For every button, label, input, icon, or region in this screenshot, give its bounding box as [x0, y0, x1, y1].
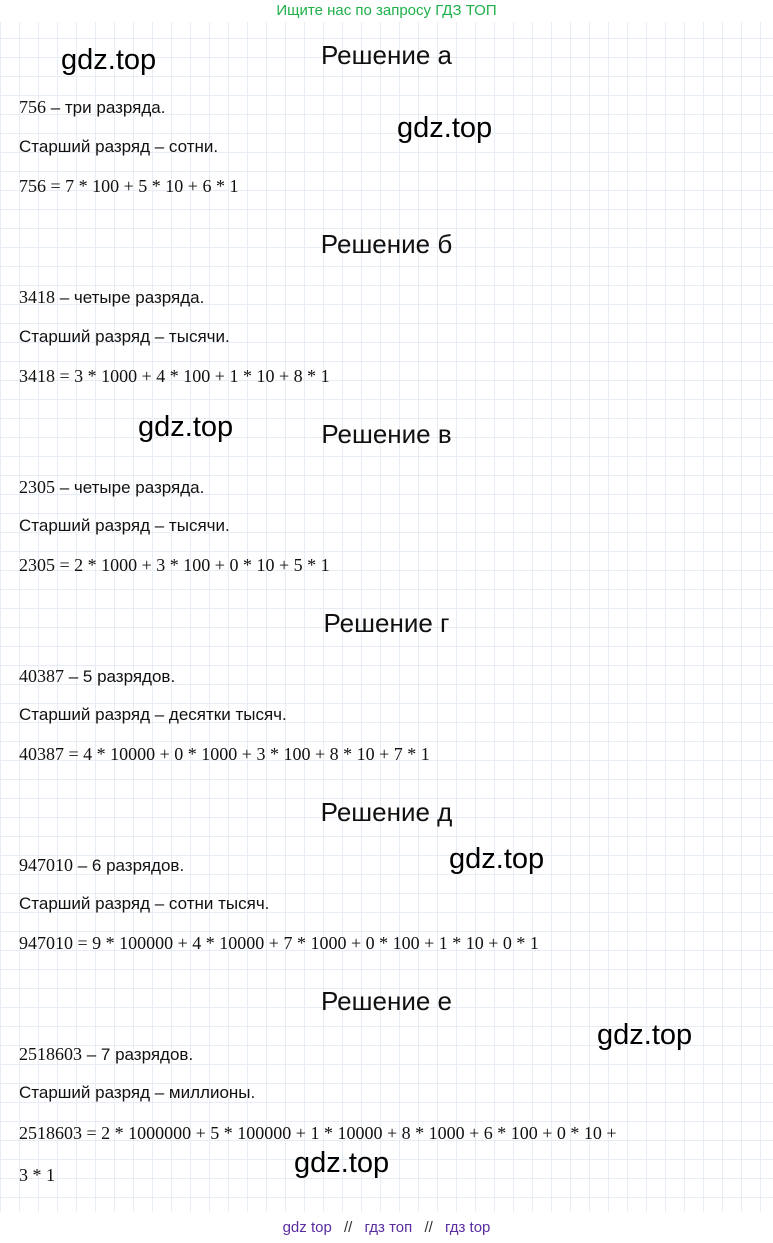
section-heading-d: Решение д — [320, 797, 453, 827]
text: – три разряда. — [46, 98, 166, 117]
section-b-line-1 — [19, 286, 204, 309]
text: – четыре разряда. — [55, 478, 205, 497]
footer-link-gdz-top[interactable]: gdz top — [282, 1219, 332, 1236]
section-v-line-2: Старший разряд – тысячи. — [19, 516, 230, 535]
section-a-equation: 756 = 7 * 100 + 5 * 10 + 6 * 1 — [19, 176, 239, 196]
text: – четыре разряда. — [55, 288, 205, 307]
text: – 6 разрядов. — [73, 856, 185, 875]
section-a-line-2: Старший разряд – сотни. — [19, 137, 219, 156]
watermark: gdz.top — [61, 44, 157, 76]
footer-link-gdz-top-mixed[interactable]: гдз top — [444, 1219, 491, 1236]
section-a-line-1 — [19, 96, 165, 119]
number: 40387 — [19, 666, 64, 686]
section-heading-g: Решение г — [323, 608, 450, 638]
section-e-equation: 2518603 = 2 * 1000000 + 5 * 100000 + 1 * 10000 + 8 * 1000 + 6 * 100 + 0 * 10 + — [19, 1123, 617, 1143]
section-heading-v: Решение в — [321, 419, 452, 449]
section-v-line-1 — [19, 476, 204, 499]
number: 756 — [19, 97, 46, 117]
footer-separator: // — [343, 1219, 353, 1236]
section-e-line-2: Старший разряд – миллионы. — [19, 1083, 256, 1102]
top-banner: Ищите нас по запросу ГДЗ ТОП — [0, 0, 773, 22]
section-d-equation: 947010 = 9 * 100000 + 4 * 10000 + 7 * 1000 + 0 * 100 + 1 * 10 + 0 * 1 — [19, 933, 539, 953]
section-b-equation: 3418 = 3 * 1000 + 4 * 100 + 1 * 10 + 8 * 1 — [19, 366, 330, 386]
watermark: gdz.top — [397, 112, 493, 144]
watermark: gdz.top — [449, 843, 545, 875]
number: 2518603 — [19, 1044, 82, 1064]
section-v-equation: 2305 = 2 * 1000 + 3 * 100 + 0 * 10 + 5 * 1 — [19, 555, 330, 575]
section-g-line-1 — [19, 665, 175, 688]
section-e-line-1 — [19, 1043, 193, 1066]
watermark: gdz.top — [597, 1019, 693, 1051]
footer-links — [0, 1212, 773, 1243]
section-heading-a: Решение а — [320, 40, 452, 70]
number: 947010 — [19, 855, 73, 875]
text: – 5 разрядов. — [64, 667, 176, 686]
text: – 7 разрядов. — [82, 1045, 194, 1064]
section-d-line-1 — [19, 854, 184, 877]
watermark: gdz.top — [138, 411, 234, 443]
section-heading-b: Решение б — [320, 229, 453, 259]
section-e-equation-continued: 3 * 1 — [19, 1165, 55, 1185]
section-b-line-2: Старший разряд – тысячи. — [19, 327, 230, 346]
number: 3418 — [19, 287, 55, 307]
section-g-equation: 40387 = 4 * 10000 + 0 * 1000 + 3 * 100 + 8 * 10 + 7 * 1 — [19, 744, 430, 764]
section-d-line-2: Старший разряд – сотни тысяч. — [19, 894, 270, 913]
footer-link-gdz-top-ru[interactable]: гдз топ — [364, 1219, 413, 1236]
watermark: gdz.top — [294, 1147, 390, 1179]
number: 2305 — [19, 477, 55, 497]
footer-separator: // — [424, 1219, 433, 1236]
section-heading-e: Решение е — [320, 986, 452, 1016]
section-g-line-2: Старший разряд – десятки тысяч. — [19, 705, 287, 724]
